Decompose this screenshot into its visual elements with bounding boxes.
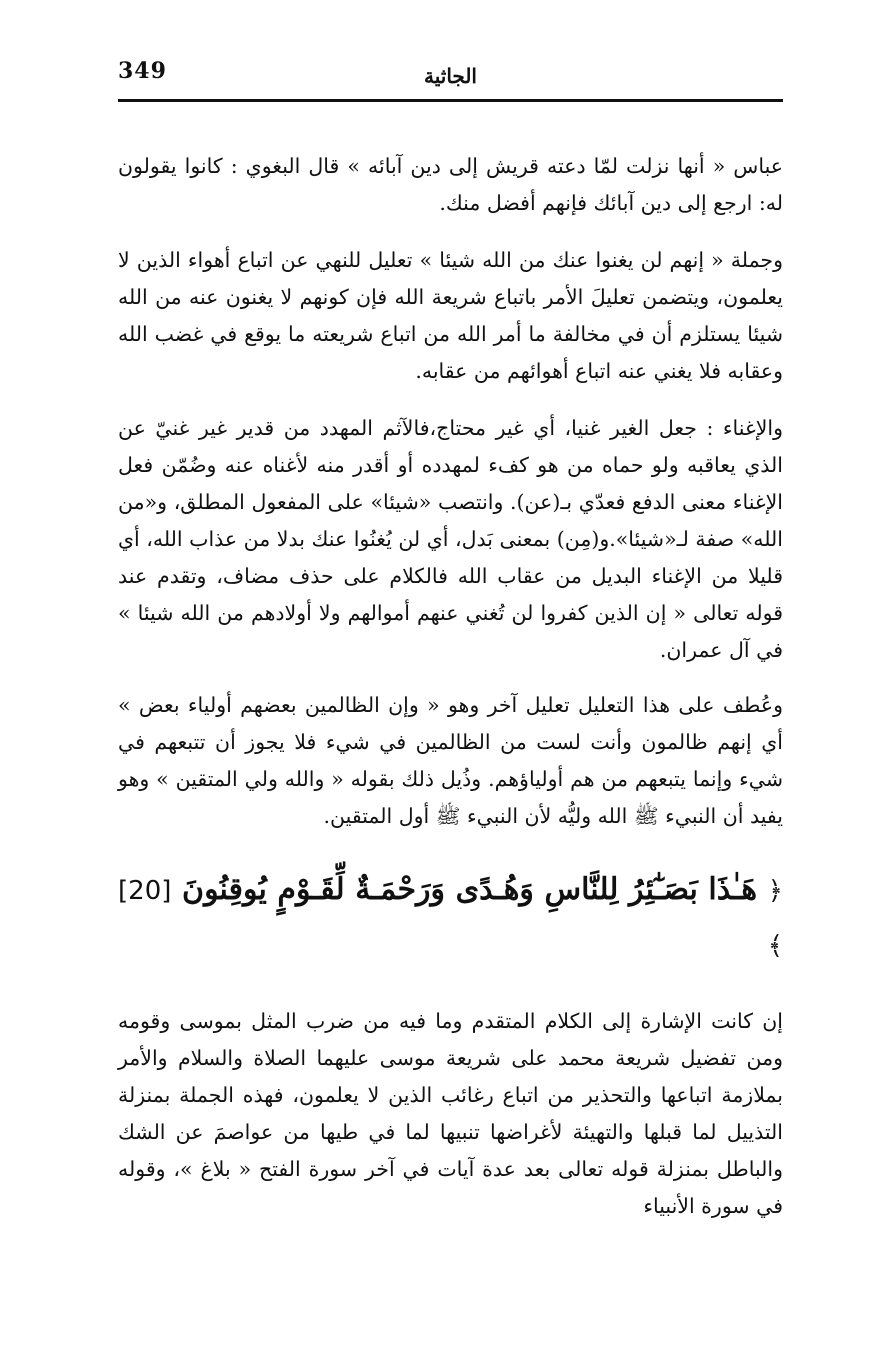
body-text [118,148,783,1245]
paragraph: والإغناء : جعل الغير غنيا، أي غير محتاج،فالآثم المهدد من قدير غير غنيّ عن الذي يعاقبه ولو حماه من هو كفء لمهدده أو أقدر منه لأغناه عنه وضُمّن فعل الإغناء معنى الدفع فعدّي بـ(عن). وانتصب «شيئا» على المفعول المطلق، و«من الله» صفة لـ«شيئا».و(مِن) بمعنى بَدل، أي لن يُغنُوا عنك بدلا من عذاب الله، أي قليلا من الإغناء البديل من عقاب الله فالكلام على حذف مضاف، وتقدم عند قوله تعالى « إن الذين كفروا لن تُغني عنهم أموالهم ولا أولادهم من الله شيئا » في آل عمران. [118,416,784,662]
verse-text: هَـٰذَا بَصَـٰٓئِرُ لِلنَّاسِ وَهُـدًى وَرَحْمَـةٌ لِّقَـوْمٍ يُوقِنُونَ [182,872,758,907]
verse-open-ornament: ﴿ [767,876,783,906]
paragraph: عباس « أنها نزلت لمّا دعته قريش إلى دين آبائه » قال البغوي : كانوا يقولون له: ارجع إلى دين آبائك فإنهم أفضل منك. [118,154,783,215]
quran-verse [118,863,783,973]
paragraph: وعُطف على هذا التعليل تعليل آخر وهو « وإن الظالمين بعضهم أولياء بعض » أي إنهم ظالمون وأنت لست من الظالمين في شيء فلا يجوز أن تتبعهم في شيء وإنما يتبعهم من هم أولياؤهم. وذُيل ذلك بقوله « والله ولي المتقين » وهو يفيد أن النبيء ﷺ الله وليُّه لأن النبيء ﷺ أول المتقين. [118,693,783,828]
page-header [118,52,783,102]
verse-close-ornament: ﴾ [767,931,783,961]
verse-number: [20] [118,876,172,906]
header-rule [118,99,783,102]
page-number: 349 [118,58,167,84]
paragraph: إن كانت الإشارة إلى الكلام المتقدم وما فيه من ضرب المثل بموسى وقومه ومن تفضيل شريعة محمد على شريعة موسى عليهما الصلاة والسلام والأمر بملازمة اتباعها والتحذير من اتباع رغائب الذين لا يعلمون، فهذه الجملة بمنزلة التذييل لما قبلها والتهيئة لأغراضها تنبيها لما في طيها من عواصمَ عن الشك والباطل بمنزلة قوله تعالى بعد عدة آيات في آخر سورة الفتح « بلاغ »، وقوله في سورة الأنبياء [118,1009,783,1218]
paragraph: وجملة « إنهم لن يغنوا عنك من الله شيئا » تعليل للنهي عن اتباع أهواء الذين لا يعلمون، ويتضمن تعليلَ الأمر باتباع شريعة الله فإن كونهم لا يغنون عنه من الله شيئا يستلزم أن في مخالفة ما أمر الله من اتباع شريعته ما يوقع في غضب الله وعقابه فلا يغني عنه اتباع أهوائهم من عقابه. [118,248,783,383]
running-title: الجاثية [424,64,477,88]
